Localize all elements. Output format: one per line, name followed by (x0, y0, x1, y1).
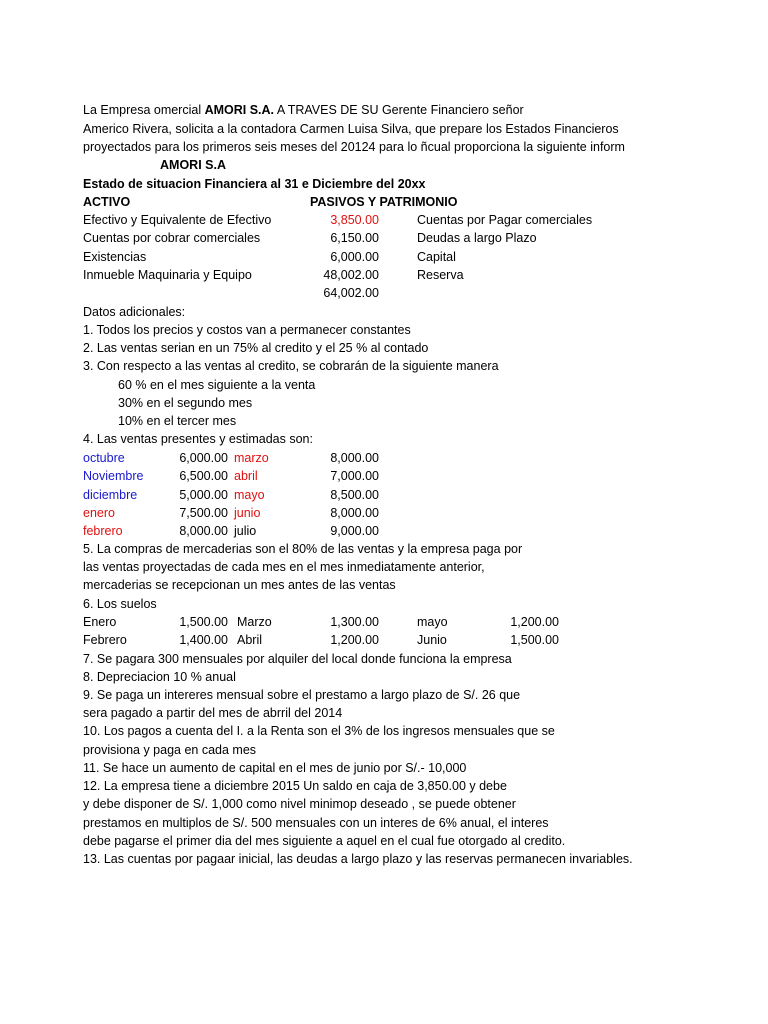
ventas-month: octubre (83, 451, 125, 465)
pasivo-header: PASIVOS Y PATRIMONIO (310, 195, 458, 209)
cobro-line: 10% en el tercer mes (118, 414, 237, 428)
ventas-month: enero (83, 506, 115, 520)
suelos-value: 1,200.00 (510, 615, 559, 629)
datos-item-1: 1. Todos los precios y costos van a permanecer constantes (83, 323, 411, 337)
suelos-value: 1,500.00 (510, 633, 559, 647)
company-name-inline: AMORI S.A. (204, 103, 275, 117)
datos-item-10: 10. Los pagos a cuenta del I. a la Renta son el 3% de los ingresos mensuales que se (83, 724, 555, 738)
datos-item-8: 8. Depreciacion 10 % anual (83, 670, 236, 684)
suelos-value: 1,500.00 (179, 615, 228, 629)
datos-item-9-cont: sera pagado a partir del mes de abrril del 2014 (83, 706, 343, 720)
ventas-month: julio (234, 524, 257, 538)
suelos-month: Enero (83, 615, 117, 629)
datos-item-12-cont: debe pagarse el primer dia del mes siguiente a aquel en el cual fue otorgado al credito. (83, 834, 566, 848)
ventas-month: mayo (234, 488, 265, 502)
ventas-month: diciembre (83, 488, 138, 502)
ventas-value: 6,000.00 (179, 451, 228, 465)
suelos-month: Junio (417, 633, 447, 647)
activo-label: Inmueble Maquinaria y Equipo (83, 268, 252, 282)
pasivo-label: Reserva (417, 268, 464, 282)
activo-label: Cuentas por cobrar comerciales (83, 231, 261, 245)
activo-amount: 3,850.00 (330, 213, 379, 227)
datos-item-4: 4. Las ventas presentes y estimadas son: (83, 432, 313, 446)
activo-total: 64,002.00 (323, 286, 379, 300)
intro-line-3: proyectados para los primeros seis meses del 20124 para lo ñcual proporciona la siguiente inform (83, 140, 625, 154)
ventas-value: 9,000.00 (330, 524, 379, 538)
ventas-month: Noviembre (83, 469, 144, 483)
suelos-month: Abril (237, 633, 263, 647)
datos-item-10-cont: provisiona y paga en cada mes (83, 743, 257, 757)
intro-line-1: La Empresa omercial AMORI S.A. A TRAVES DE SU Gerente Financiero señor (83, 103, 524, 117)
ventas-month: junio (234, 506, 261, 520)
activo-amount: 6,150.00 (330, 231, 379, 245)
activo-amount: 6,000.00 (330, 250, 379, 264)
ventas-month: febrero (83, 524, 123, 538)
datos-item-9: 9. Se paga un intereres mensual sobre el prestamo a largo plazo de S/. 26 que (83, 688, 521, 702)
cobro-line: 60 % en el mes siguiente a la venta (118, 378, 316, 392)
ventas-month: abril (234, 469, 258, 483)
ventas-value: 8,000.00 (330, 451, 379, 465)
ventas-value: 6,500.00 (179, 469, 228, 483)
statement-title: Estado de situacion Financiera al 31 e Diciembre del 20xx (83, 177, 426, 191)
intro-line-2: Americo Rivera, solicita a la contadora Carmen Luisa Silva, que prepare los Estados Financieros (83, 122, 619, 136)
datos-item-12: 12. La empresa tiene a diciembre 2015 Un saldo en caja de 3,850.00 y debe (83, 779, 507, 793)
activo-label: Existencias (83, 250, 147, 264)
datos-item-13: 13. Las cuentas por pagaar inicial, las deudas a largo plazo y las reservas permanecen invariables. (83, 852, 633, 866)
suelos-value: 1,200.00 (330, 633, 379, 647)
pasivo-label: Deudas a largo Plazo (417, 231, 537, 245)
suelos-month: mayo (417, 615, 448, 629)
datos-item-12-cont: y debe disponer de S/. 1,000 como nivel minimop deseado , se puede obtener (83, 797, 516, 811)
datos-item-12-cont: prestamos en multiplos de S/. 500 mensuales con un interes de 6% anual, el interes (83, 816, 549, 830)
company-name: AMORI S.A (160, 158, 226, 172)
datos-item-5: 5. La compras de mercaderias son el 80% de las ventas y la empresa paga por (83, 542, 523, 556)
ventas-value: 8,500.00 (330, 488, 379, 502)
datos-item-5-cont: las ventas proyectadas de cada mes en el mes inmediatamente anterior, (83, 560, 485, 574)
ventas-value: 7,000.00 (330, 469, 379, 483)
datos-item-5-cont: mercaderias se recepcionan un mes antes de las ventas (83, 578, 396, 592)
ventas-value: 5,000.00 (179, 488, 228, 502)
activo-label: Efectivo y Equivalente de Efectivo (83, 213, 272, 227)
datos-item-6: 6. Los suelos (83, 597, 157, 611)
pasivo-label: Capital (417, 250, 456, 264)
activo-header: ACTIVO (83, 195, 131, 209)
suelos-month: Febrero (83, 633, 127, 647)
suelos-value: 1,300.00 (330, 615, 379, 629)
suelos-value: 1,400.00 (179, 633, 228, 647)
datos-item-2: 2. Las ventas serian en un 75% al credito y el 25 % al contado (83, 341, 429, 355)
ventas-value: 8,000.00 (179, 524, 228, 538)
datos-title: Datos adicionales: (83, 305, 186, 319)
suelos-month: Marzo (237, 615, 272, 629)
ventas-value: 7,500.00 (179, 506, 228, 520)
activo-amount: 48,002.00 (323, 268, 379, 282)
ventas-month: marzo (234, 451, 269, 465)
cobro-line: 30% en el segundo mes (118, 396, 253, 410)
ventas-value: 8,000.00 (330, 506, 379, 520)
datos-item-11: 11. Se hace un aumento de capital en el mes de junio por S/.- 10,000 (83, 761, 467, 775)
pasivo-label: Cuentas por Pagar comerciales (417, 213, 593, 227)
datos-item-3: 3. Con respecto a las ventas al credito, se cobrarán de la siguiente manera (83, 359, 499, 373)
datos-item-7: 7. Se pagara 300 mensuales por alquiler del local donde funciona la empresa (83, 652, 512, 666)
